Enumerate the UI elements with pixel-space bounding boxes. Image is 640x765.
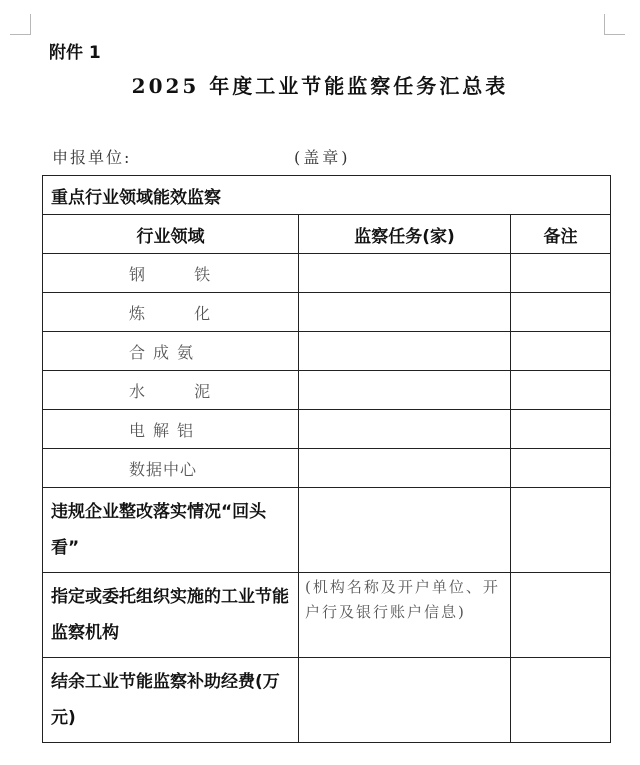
agency-label: 指定或委托组织实施的工业节能监察机构 xyxy=(43,573,299,658)
table-row xyxy=(43,410,611,449)
table-row xyxy=(43,658,611,743)
funding-remarks-cell[interactable] xyxy=(511,658,611,743)
table-row xyxy=(43,254,611,293)
table-row xyxy=(43,293,611,332)
table-row xyxy=(43,332,611,371)
funding-label: 结余工业节能监察补助经费(万元) xyxy=(43,658,299,743)
declaring-unit-label: 申报单位: xyxy=(52,148,132,167)
document-title: 2025 年度工业节能监察任务汇总表 xyxy=(131,74,509,98)
summary-table xyxy=(42,175,611,743)
header-industry: 行业领域 xyxy=(43,215,299,254)
tasks-cell[interactable] xyxy=(299,410,511,449)
tasks-cell[interactable] xyxy=(299,254,511,293)
header-tasks: 监察任务(家) xyxy=(299,215,511,254)
industry-name: 炼 化 xyxy=(129,303,233,323)
funding-value-cell[interactable] xyxy=(299,658,511,743)
crop-mark-top-left xyxy=(10,14,31,35)
industry-cell xyxy=(43,293,299,332)
crop-mark-top-right xyxy=(604,14,625,35)
rectification-label: 违规企业整改落实情况“回头看” xyxy=(43,488,299,573)
remarks-cell[interactable] xyxy=(511,371,611,410)
section-title: 重点行业领域能效监察 xyxy=(43,176,611,215)
industry-cell xyxy=(43,254,299,293)
table-row xyxy=(43,449,611,488)
tasks-cell[interactable] xyxy=(299,293,511,332)
header-remarks: 备注 xyxy=(511,215,611,254)
agency-remarks-cell[interactable] xyxy=(511,573,611,658)
industry-name: 钢 铁 xyxy=(129,264,233,284)
remarks-cell[interactable] xyxy=(511,254,611,293)
agency-note[interactable]: (机构名称及开户单位、开户行及银行账户信息) xyxy=(299,573,511,658)
industry-cell xyxy=(43,371,299,410)
industry-name: 水 泥 xyxy=(129,381,233,401)
industry-cell xyxy=(43,332,299,371)
table-row xyxy=(43,176,611,215)
rectification-remarks-cell[interactable] xyxy=(511,488,611,573)
remarks-cell[interactable] xyxy=(511,332,611,371)
industry-name: 数据中心 xyxy=(129,459,198,479)
remarks-cell[interactable] xyxy=(511,293,611,332)
table-row xyxy=(43,573,611,658)
remarks-cell[interactable] xyxy=(511,449,611,488)
tasks-cell[interactable] xyxy=(299,449,511,488)
attachment-label: 附件 1 xyxy=(49,43,101,63)
industry-name: 电解铝 xyxy=(129,420,202,440)
industry-name: 合成氨 xyxy=(129,342,202,362)
table-row xyxy=(43,371,611,410)
industry-cell xyxy=(43,449,299,488)
industry-cell xyxy=(43,410,299,449)
table-row xyxy=(43,488,611,573)
rectification-value-cell[interactable] xyxy=(299,488,511,573)
remarks-cell[interactable] xyxy=(511,410,611,449)
seal-label: (盖章) xyxy=(294,148,351,167)
tasks-cell[interactable] xyxy=(299,371,511,410)
table-header-row xyxy=(43,215,611,254)
tasks-cell[interactable] xyxy=(299,332,511,371)
